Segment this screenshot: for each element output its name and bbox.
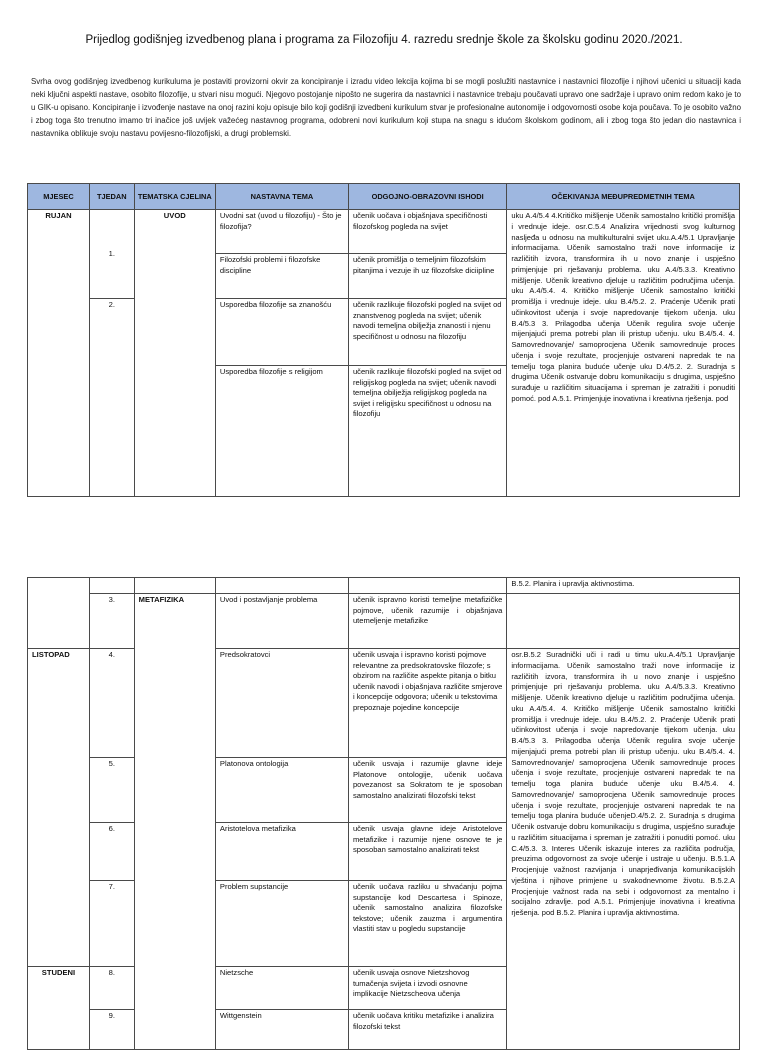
week-cell: 1. bbox=[89, 210, 134, 299]
week-cell: 4. bbox=[89, 649, 134, 758]
outcome-cell: učenik usvaja glavne ideje Aristotelove metafizike i razumije njene osnove te je sposoban samostalno analizirati tekst bbox=[348, 823, 506, 881]
month-cell: RUJAN bbox=[28, 210, 90, 497]
intro-paragraph: Svrha ovog godišnjeg izvedbenog kurikuluma je postaviti provizorni okvir za koncipiranje i izradu video lekcija kojima bi se mogli poslužiti nastavnice i nastavnici filozofije i njihovi učenici u situaciji kada neki ključni aspekti nastave, osobito filozofije, u stvari nisu mogući. Njegovo postojanje nipošto ne sugerira da nastavnici i nastavnice trebaju poučavati upravo one sadržaje i upravo onim redom kako je to u GIK-u opisano. Koncipiranje i izvođenje nastave na onoj razini koju opisuje bilo koji godišnji izvedbeni kurikulum stvar je profesionalne autonomije i odgovornosti osobe koja poučava. To je osobito važno i zbog toga što trenutno imamo tri inačice još uvijek važećeg nastavnog programa, odobreni novi kurikulum koji stupa na snagu s idućom školskom godinom, ali i zbog toga što jedan dio nastavnica i nastavnika oblikuje svoju nastavu povijesno-filozofijski, a drugi problemski. bbox=[31, 77, 741, 139]
table-row bbox=[28, 578, 740, 594]
plan-table-page-1 bbox=[27, 183, 740, 497]
expectations-empty-cell bbox=[507, 594, 740, 649]
outcome-cell: učenik razlikuje filozofski pogled na svijet od religijskog pogleda na svijet; učenik navodi temeljna obilježja religijskog pogleda na svijet i religijsku specifičnost u odnosu na filozofiju bbox=[348, 366, 506, 497]
week-cell: 3. bbox=[89, 594, 134, 649]
topic-cell: Uvod i postavljanje problema bbox=[215, 594, 348, 649]
unit-cell: METAFIZIKA bbox=[134, 594, 215, 1050]
outcome-cell: učenik uočava razliku u shvaćanju pojma supstancije kod Descartesa i Spinoze, učenik samostalno analizira filozofske tekstove; učenik zauzma i argumentira vlastiti stav u pogledu supstancije bbox=[348, 881, 506, 967]
document-title: Prijedlog godišnjeg izvedbenog plana i programa za Filozofiju 4. razredu srednje škole za školsku godinu 2020./2021. bbox=[85, 34, 683, 46]
week-cell: 8. bbox=[89, 967, 134, 1010]
table-row bbox=[28, 594, 740, 649]
topic-cell: Aristotelova metafizika bbox=[215, 823, 348, 881]
month-cell-empty bbox=[28, 578, 90, 649]
topic-cell: Platonova ontologija bbox=[215, 758, 348, 823]
topic-cell: Usporedba filozofije sa znanošću bbox=[215, 299, 348, 366]
topic-cell-empty bbox=[215, 578, 348, 594]
expectations-continuation-cell: B.5.2. Planira i upravlja aktivnostima. bbox=[507, 578, 740, 594]
expectations-cell: osr.B.5.2 Suradnički uči i radi u timu uku.A.4/5.1 Upravljanje informacijama. Učenik samostalno traži nove informacije iz različitih izvora, transformira ih u novo znanje i uspješno primjenjuje pri rješavanju problema. uku A.4/5.3.3. Kreativno mišljenje. Učenik kreativno djeluje u različitim područjima učenja. uku A.4/5.4. 4. Kritičko mišljenje Učenik samostalno kritički promišlja i vrednuje ideje. uku B.4/5.2. 2. Praćenje Učenik prati učinkovitost učenja i svoje napredovanje tijekom učenja. uku B.4/5.3 3. Prilagodba učenja Učenik regulira svoje učenje mijenjajući prema potrebi plan ili pristup učenju. uku B.4/5.4. 4. Samovrednovanje/ samoprocjena Učenik samovrednuje proces učenja i svoje rezultate, procjenjuje ostvareni napredak te na temelju toga planira buduće učenje uku B.4/5.4. 4. Samovrednovanje/ samoprocjena Učenik samovrednuje proces učenja i svoje rezultate, procjenjuje ostvareni napredak te na temelju toga planira buduće učenjeD.4/5.2. 2. Suradnja s drugima Učenik ostvaruje dobru komunikaciju s drugima, uspješno surađuje u različitim situacijama i spreman je zatražiti i ponuditi pomoć. uku C.4/5.3. 3. Interes Učenik iskazuje interes za različita područja, preuzima odgovornost za svoje učenje i ustraje u učenju. B.5.1.A Procjenjuje važnost razvijanja i unaprjeđivanja komunikacijskih vještina i njihove primjene u svakodnevnome životu. B.5.2.A Procjenjuje važnost rada na sebi i odgovornost za mentalno i socijalno zdravlje. pod A.5.1. Primjenjuje inovativna i kreativna rješenja. pod B.5.2. Planira i upravlja aktivnostima. bbox=[507, 649, 740, 1050]
header-mjesec: MJESEC bbox=[28, 184, 90, 210]
outcome-cell: učenik usvaja i ispravno koristi pojmove relevantne za predsokratovske filozofe; s obzirom na različite aspekte pitanja o bitku učenik navodi i objašnjava različite smjerove i koncepcije odgovora; učenik u tekstovima prepoznaje pojedine koncepcije bbox=[348, 649, 506, 758]
unit-cell: UVOD bbox=[134, 210, 215, 497]
outcome-cell: učenik uočava i objašnjava specifičnosti filozofskog pogleda na svijet bbox=[348, 210, 506, 254]
table-header-row bbox=[28, 184, 740, 210]
outcome-cell: učenik usvaja i razumije glavne ideje Platonove ontologije, učenik uočava povezanost sa Sokratom te je sposoban samostalno analizirati filozofski tekst bbox=[348, 758, 506, 823]
month-cell: STUDENI bbox=[28, 967, 90, 1050]
week-cell: 9. bbox=[89, 1010, 134, 1050]
topic-cell: Filozofski problemi i filozofske discipline bbox=[215, 254, 348, 299]
topic-cell: Uvodni sat (uvod u filozofiju) - Što je filozofija? bbox=[215, 210, 348, 254]
week-cell: 6. bbox=[89, 823, 134, 881]
week-cell: 5. bbox=[89, 758, 134, 823]
topic-cell: Problem supstancije bbox=[215, 881, 348, 967]
week-cell-empty bbox=[89, 578, 134, 594]
header-nastavna-tema: NASTAVNA TEMA bbox=[215, 184, 348, 210]
header-tjedan: TJEDAN bbox=[89, 184, 134, 210]
unit-cell-empty bbox=[134, 578, 215, 594]
outcome-cell: učenik promišlja o temeljnim filozofskim pitanjima i vezuje ih uz filozofske diciipline bbox=[348, 254, 506, 299]
outcome-cell: učenik ispravno koristi temeljne metafizičke pojmove, učenik razumije i objašnjava utemeljenje metafizike bbox=[348, 594, 506, 649]
week-cell: 7. bbox=[89, 881, 134, 967]
topic-cell: Predsokratovci bbox=[215, 649, 348, 758]
table-row bbox=[28, 210, 740, 254]
header-ishodi: ODGOJNO-OBRAZOVNI ISHODI bbox=[348, 184, 506, 210]
outcome-cell-empty bbox=[348, 578, 506, 594]
outcome-cell: učenik razlikuje filozofski pogled na svijet od znanstvenog pogleda na svijet; učenik navodi temeljna obilježja znanosti i njenu specifičnost u odnosu na filozofiju bbox=[348, 299, 506, 366]
topic-cell: Usporedba filozofije s religijom bbox=[215, 366, 348, 497]
topic-cell: Wittgenstein bbox=[215, 1010, 348, 1050]
week-cell: 2. bbox=[89, 299, 134, 497]
expectations-cell: uku A.4/5.4 4.Kritičko mišljenje Učenik samostalno kritički promišlja i vrednuje ideje. osr.C.5.4 Analizira vrijednosti svog kulturnog nasljeđa u odnosu na multikulturalni svijet uku.A.4/5.1 Upravljanje informacijama. Učenik samostalno traži nove informacije iz različitih izvora, transformira ih u novo znanje i uspješno primjenjuje pri rješavanju problema. uku A.4/5.3.3. Kreativno mišljenje. Učenik kreativno djeluje u različitim područjima učenja. uku A.4/5.4. 4. Kritičko mišljenje Učenik samostalno kritički promišlja i vrednuje ideje. uku B.4/5.2. 2. Praćenje Učenik prati učinkovitost učenja i svoje napredovanje tijekom učenja. uku B.4/5.3 3. Prilagodba učenja Učenik regulira svoje učenje mijenjajući prema potrebi plan ili pristup učenju. uku B.4/5.4. 4. Samovrednovanje/ samoprocjena Učenik samovrednuje proces učenja i svoje rezultate, procjenjuje ostvareni napredak te na temelju toga planira buduće učenje uku D.4/5.2. 2. Suradnja s drugima Učenik ostvaruje dobru komunikaciju s drugima, uspješno surađuje u različitim situacijama i spreman je zatražiti i ponuditi pomoć. pod A.5.1. Primjenjuje inovativna i kreativna rješenja. pod bbox=[507, 210, 740, 497]
outcome-cell: učenik uočava kritiku metafizike i analizira filozofski tekst bbox=[348, 1010, 506, 1050]
outcome-cell: učenik usvaja osnove Nietzshovog tumačenja svijeta i izvodi osnovne implikacije Nietzscheova učenja bbox=[348, 967, 506, 1010]
header-ocekivanja: OČEKIVANJA MEĐUPREDMETNIH TEMA bbox=[507, 184, 740, 210]
month-cell: LISTOPAD bbox=[28, 649, 90, 967]
topic-cell: Nietzsche bbox=[215, 967, 348, 1010]
plan-table-page-2 bbox=[27, 577, 740, 1050]
header-tematska-cjelina: TEMATSKA CJELINA bbox=[134, 184, 215, 210]
